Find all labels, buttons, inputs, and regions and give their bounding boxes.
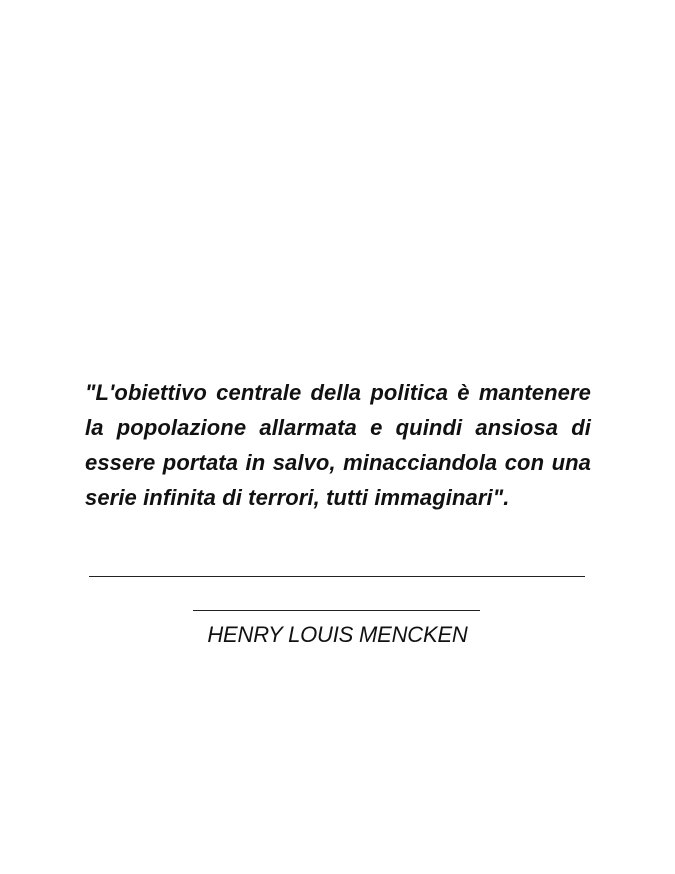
author-name: HENRY LOUIS MENCKEN	[207, 622, 468, 647]
separator-line-long	[89, 576, 585, 577]
quote-text: "L'obiettivo centrale della politica è mantenere la popolazione allarmata e quindi ansiosa di essere portata in salvo, minacciandola con una serie infinita di terrori, tutti immaginari".	[85, 380, 591, 510]
separator-line-short	[193, 610, 480, 611]
